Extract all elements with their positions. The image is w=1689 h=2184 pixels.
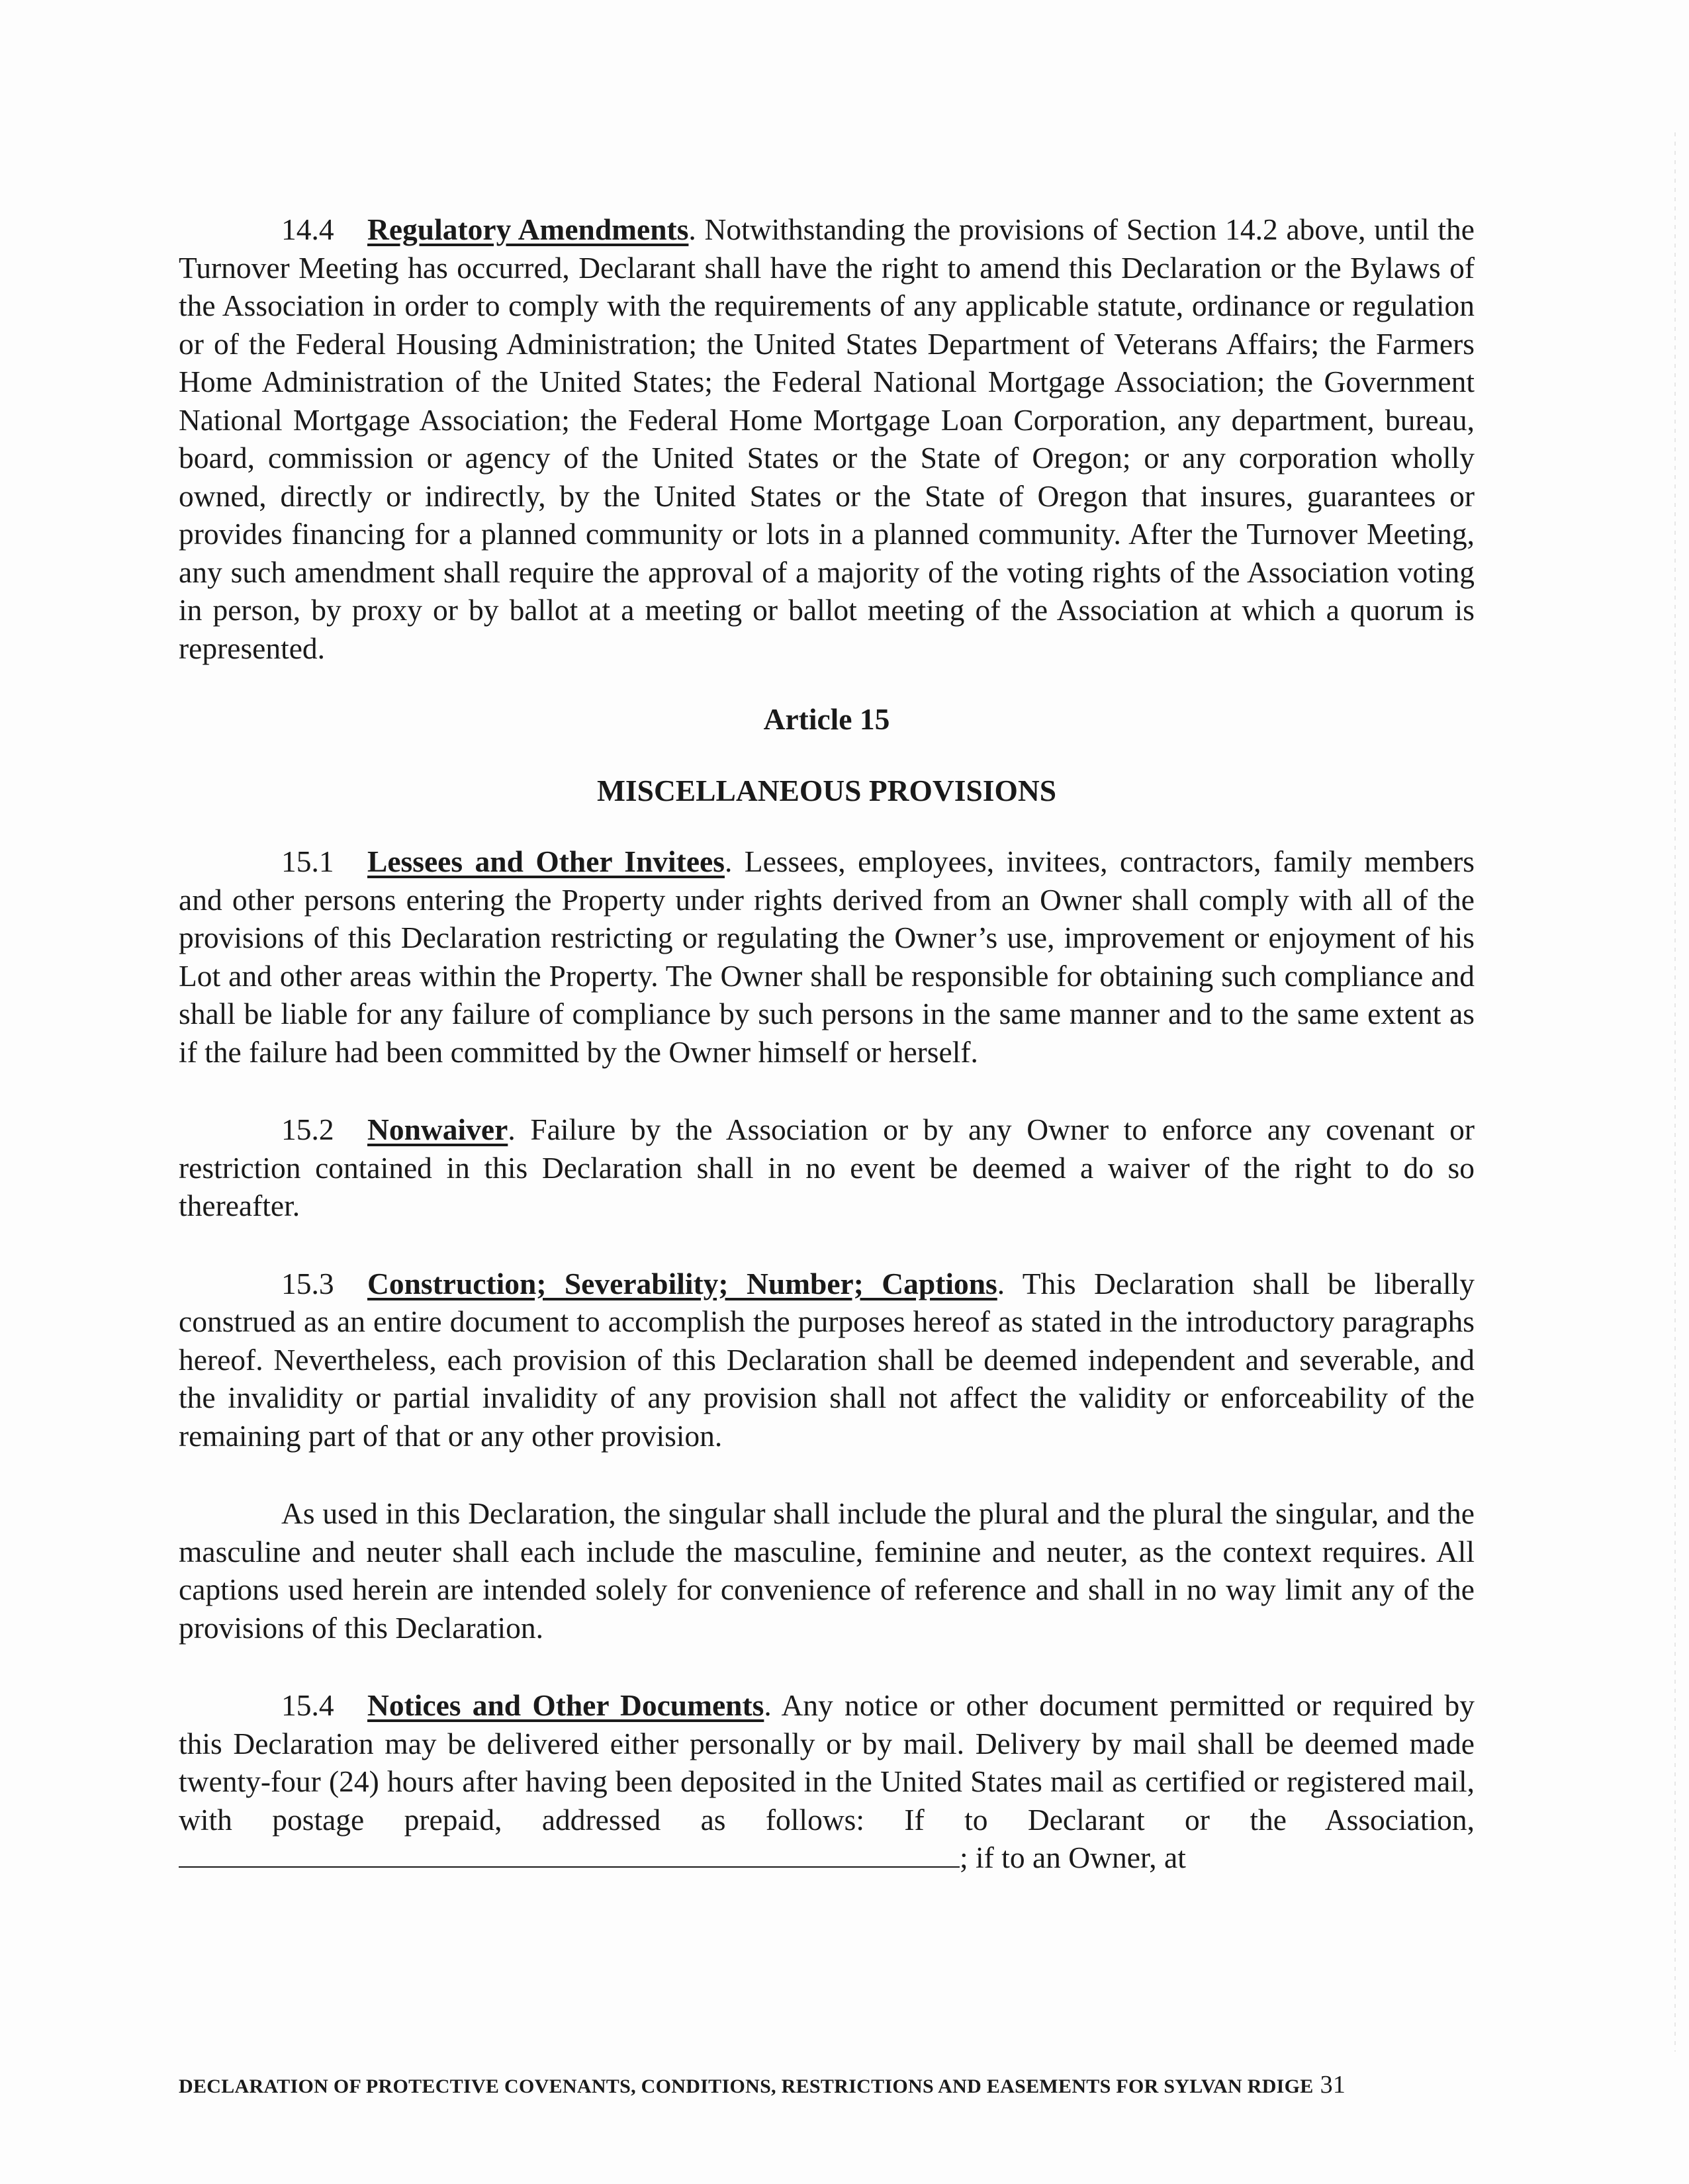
section-15-3-continued: As used in this Declaration, the singular shall include the plural and the plural the singular, and the masculine and neuter shall each include the masculine, feminine and neuter, as the context requires. All captions used herein are intended solely for convenience of reference and shall in no way limit any of the provisions of this Declaration.	[179, 1496, 1475, 1645]
section-15-2	[179, 1111, 1475, 1225]
section-number: 15.2	[281, 1113, 334, 1146]
section-heading: Construction; Severability; Number; Captions	[367, 1266, 997, 1300]
section-heading: Notices and Other Documents	[367, 1688, 764, 1722]
section-15-3	[179, 1265, 1475, 1455]
footer-title: DECLARATION OF PROTECTIVE COVENANTS, CONDITIONS, RESTRICTIONS AND EASEMENTS FOR SYLVAN RDIGE	[179, 2075, 1314, 2097]
address-blank-line	[179, 1840, 960, 1868]
section-15-1	[179, 842, 1475, 1071]
section-text: . Any notice or other document permitted or required by this Declaration may be delivered either personally or by mail. Delivery by mail shall be deemed made twenty-four (24) hours after having been deposited in the United States mail as certified or registered mail, with postage prepaid, addressed as follows: If to Declarant or the Association,	[179, 1688, 1475, 1837]
section-heading: Lessees and Other Invitees	[367, 844, 725, 878]
section-text: . Failure by the Association or by any Owner to enforce any covenant or restriction contained in this Declaration shall in no event be deemed a waiver of the right to do so thereafter.	[179, 1113, 1475, 1222]
section-number: 14.4	[281, 212, 334, 246]
section-text: . This Declaration shall be liberally construed as an entire document to accomplish the purposes hereof as stated in the introductory paragraphs hereof. Nevertheless, each provision of this Declaration shall be deemed independent and severable, and the invalidity or partial invalidity of any provision shall not affect the validity or enforceability of the remaining part of that or any other provision.	[179, 1266, 1475, 1453]
page-footer	[179, 2070, 1475, 2099]
page-number: 31	[1320, 2071, 1346, 2099]
section-text: . Lessees, employees, invitees, contractors, family members and other persons entering the Property under rights derived from an Owner shall comply with all of the provisions of this Declaration restricting or regulating the Owner’s use, improvement or enjoyment of his Lot and other areas within the Property. The Owner shall be responsible for obtaining such compliance and shall be liable for any failure of compliance by such persons in the same manner and to the same extent as if the failure had been committed by the Owner himself or herself.	[179, 844, 1475, 1069]
section-15-4	[179, 1686, 1475, 1877]
article-title: MISCELLANEOUS PROVISIONS	[596, 773, 1057, 807]
section-number: 15.4	[281, 1688, 334, 1722]
article-label: Article 15	[763, 702, 890, 736]
section-number: 15.3	[281, 1266, 334, 1300]
section-heading: Nonwaiver	[367, 1113, 508, 1146]
section-text: . Notwithstanding the provisions of Section 14.2 above, until the Turnover Meeting has occurred, Declarant shall have the right to amend this Declaration or the Bylaws of the Association in order to comply with the requirements of any applicable statute, ordinance or regulation or of the Federal Housing Administration; the United States Department of Veterans Affairs; the Farmers Home Administration of the United States; the Federal National Mortgage Association; the Government National Mortgage Association; the Federal Home Mortgage Loan Corporation, any department, bureau, board, commission or agency of the United States or the State of Oregon; or any corporation wholly owned, directly or indirectly, by the United States or the State of Oregon that insures, guarantees or provides financing for a planned community or lots in a planned community. After the Turnover Meeting, any such amendment shall require the approval of a majority of the voting rights of the Association voting in person, by proxy or by ballot at a meeting or ballot meeting of the Association at which a quorum is represented.	[179, 212, 1475, 665]
document-body	[179, 210, 1475, 1877]
section-heading: Regulatory Amendments	[367, 212, 689, 246]
section-number: 15.1	[281, 844, 334, 878]
scan-edge-artifact	[1674, 132, 1676, 2052]
section-14-4	[179, 210, 1475, 667]
section-text-after-blank: ; if to an Owner, at	[960, 1841, 1186, 1874]
